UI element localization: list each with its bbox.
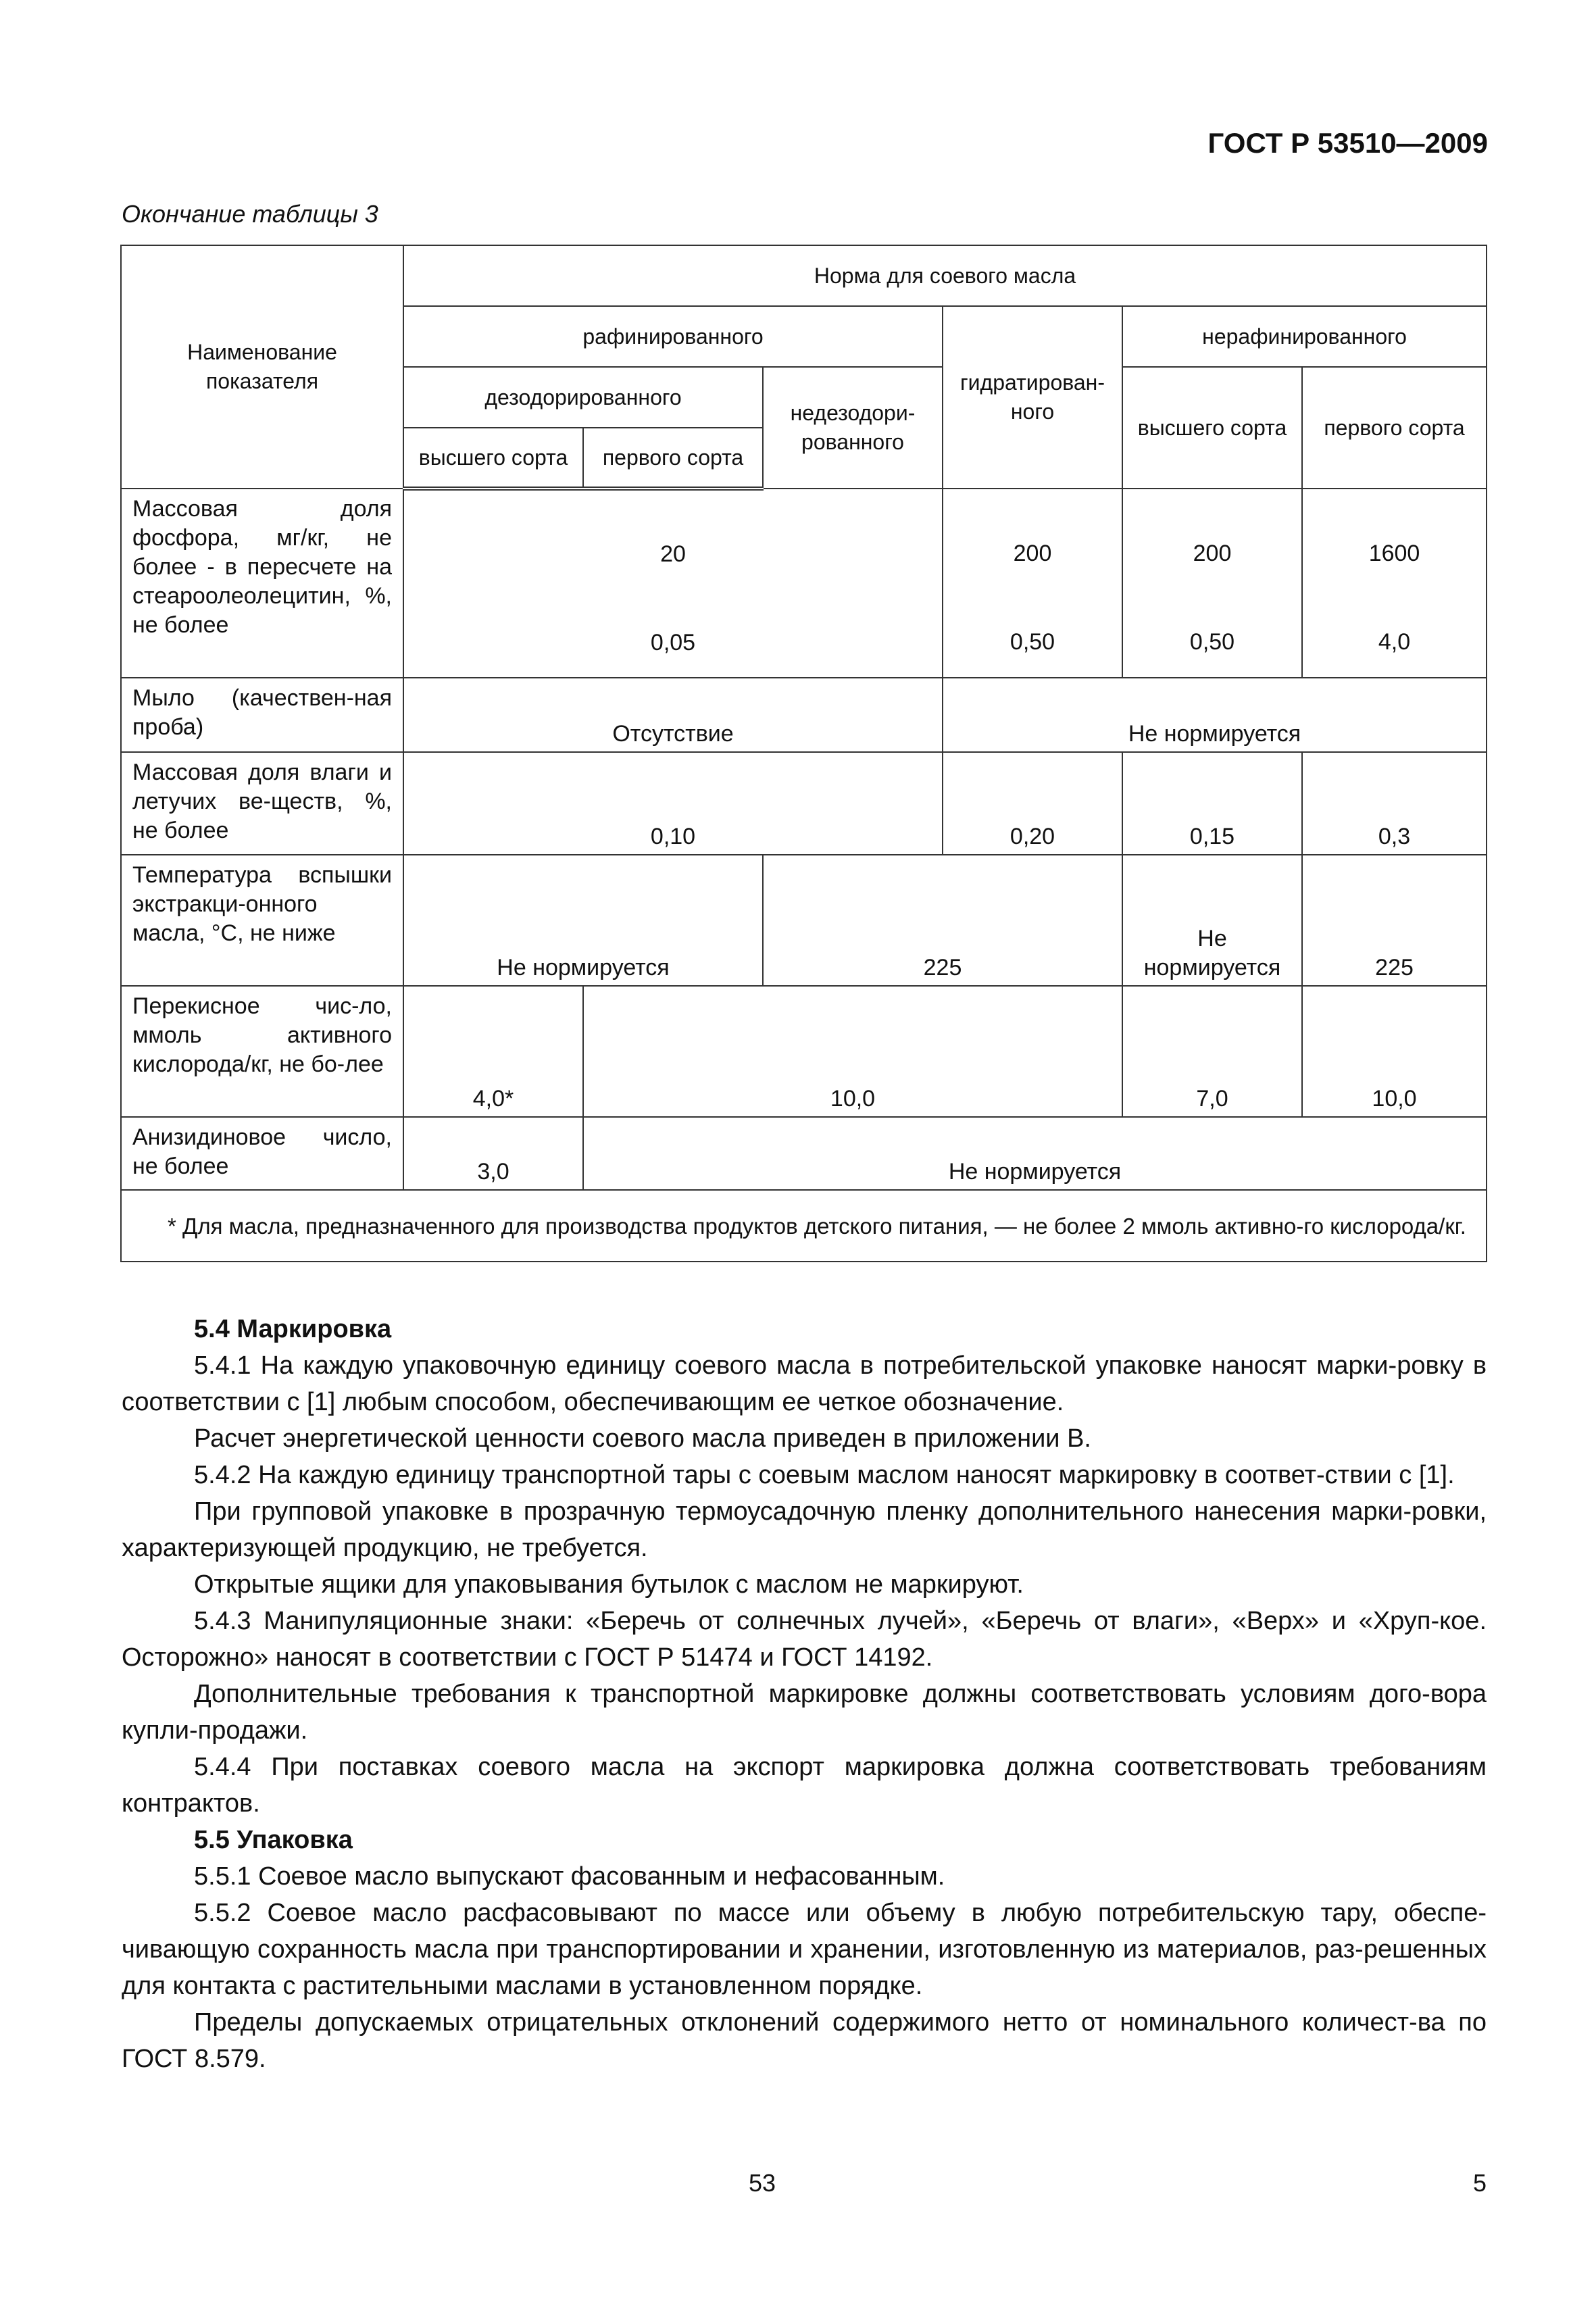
table-row: [121, 986, 1487, 1117]
cell-hydrated: [943, 489, 1122, 678]
row-name-phosphorus: Массовая доля фосфора, мг/кг, не более - в пересчете на стеароолеолецитин, %, не более: [121, 489, 403, 678]
value-flash-unrefined-top: Не нормируется: [1122, 855, 1302, 986]
paragraph: При групповой упаковке в прозрачную термоусадочную пленку дополнительного нанесения марки-ровки, характеризующей продукцию, не требуется.: [122, 1497, 1487, 1562]
header-nondeodorized: недезодори-рованного: [763, 367, 943, 489]
table-caption: Окончание таблицы 3: [122, 200, 378, 228]
paragraph: 5.4.2 На каждую единицу транспортной тары с соевым маслом наносят маркировку в соответ-ствии с [1].: [194, 1461, 1455, 1489]
value-phosphorus-pct: 0,50: [1189, 629, 1235, 655]
value-soap-rest: Не нормируется: [943, 678, 1487, 752]
value-moisture-refined: 0,10: [403, 752, 943, 855]
paragraph: 5.5.1 Соевое масло выпускают фасованным и нефасованным.: [194, 1862, 945, 1891]
value-phosphorus-pct: 4,0: [1378, 629, 1411, 655]
norms-table: [120, 245, 1487, 1262]
value-peroxide-unrefined-top: 7,0: [1122, 986, 1302, 1117]
cell-unrefined-first: [1302, 489, 1487, 678]
header-refined: рафинированного: [403, 306, 943, 367]
value-flash-mid: 225: [763, 855, 1122, 986]
paragraph: 5.4.1 На каждую упаковочную единицу соевого масла в потребительской упаковке наносят марки-ровку в соответствии с [1] любым способом, обеспечивающим ее четкое обозначение.: [122, 1351, 1487, 1416]
table-row: [121, 1117, 1487, 1190]
value-phosphorus-mg: 1600: [1368, 541, 1420, 566]
body-text: [122, 1311, 1487, 2077]
header-first-grade: первого сорта: [583, 428, 763, 489]
value-peroxide-unrefined-first: 10,0: [1302, 986, 1487, 1117]
value-peroxide-mid: 10,0: [583, 986, 1122, 1117]
value-flash-unrefined-first: 225: [1302, 855, 1487, 986]
page-number-center: 53: [749, 2169, 776, 2197]
cell-refined: [403, 489, 943, 678]
paragraph: 5.4.4 При поставках соевого масла на экспорт маркировка должна соответствовать требованиям контрактов.: [122, 1753, 1487, 1818]
paragraph: Расчет энергетической ценности соевого масла приведен в приложении В.: [194, 1424, 1091, 1453]
header-norm: Норма для соевого масла: [403, 245, 1487, 306]
paragraph: Дополнительные требования к транспортной маркировке должны соответствовать условиям дого-вора купли-продажи.: [122, 1680, 1487, 1745]
table-row: [121, 855, 1487, 986]
value-anisidine-top: 3,0: [403, 1117, 583, 1190]
paragraph: Пределы допускаемых отрицательных отклонений содержимого нетто от номинального количест-ва по ГОСТ 8.579.: [122, 2008, 1487, 2073]
header-hydrated: гидратирован-ного: [943, 306, 1122, 489]
value-soap-refined: Отсутствие: [403, 678, 943, 752]
header-unrefined-top-grade: высшего сорта: [1122, 367, 1302, 489]
section-heading-packaging: 5.5 Упаковка: [194, 1826, 353, 1854]
paragraph: 5.4.3 Манипуляционные знаки: «Беречь от солнечных лучей», «Беречь от влаги», «Верх» и «Хруп-кое. Осторожно» наносят в соответствии с ГОСТ Р 51474 и ГОСТ 14192.: [122, 1607, 1487, 1672]
value-phosphorus-mg: 20: [660, 541, 686, 567]
row-name-soap: Мыло (качествен-ная проба): [121, 678, 403, 752]
value-peroxide-top: 4,0*: [403, 986, 583, 1117]
header-indicator-name: Наименование показателя: [121, 245, 403, 489]
value-moisture-hydrated: 0,20: [943, 752, 1122, 855]
value-phosphorus-pct: 0,50: [1009, 629, 1055, 655]
header-deodorized: дезодорированного: [403, 367, 763, 428]
value-phosphorus-pct: 0,05: [650, 630, 696, 655]
table-row: [121, 489, 1487, 678]
header-top-grade: высшего сорта: [403, 428, 583, 489]
paragraph: Открытые ящики для упаковывания бутылок с маслом не маркируют.: [194, 1570, 1024, 1599]
value-phosphorus-mg: 200: [1193, 541, 1232, 566]
value-moisture-unrefined-top: 0,15: [1122, 752, 1302, 855]
document-code-header: ГОСТ Р 53510—2009: [1207, 127, 1488, 159]
value-moisture-unrefined-first: 0,3: [1302, 752, 1487, 855]
footnote-text: * Для масла, предназначенного для производства продуктов детского питания, — не более 2 ммоль активно-го кислорода/кг.: [168, 1213, 1466, 1239]
cell-unrefined-top: [1122, 489, 1302, 678]
value-anisidine-rest: Не нормируется: [583, 1117, 1487, 1190]
row-name-moisture: Массовая доля влаги и летучих ве-ществ, %, не более: [121, 752, 403, 855]
paragraph: 5.5.2 Соевое масло расфасовывают по массе или объему в любую потребительскую тару, обеспе-чивающую сохранность масла при транспортировании и хранении, изготовленную из материалов, раз-решенных для контакта с растительными маслами в установленном порядке.: [122, 1899, 1487, 2000]
row-name-anisidine: Анизидиновое число, не более: [121, 1117, 403, 1190]
table-row: [121, 752, 1487, 855]
page-number-right: 5: [1472, 2169, 1487, 2197]
table-row: [121, 678, 1487, 752]
row-name-peroxide: Перекисное чис-ло, ммоль активного кислорода/кг, не бо-лее: [121, 986, 403, 1117]
header-unrefined-first-grade: первого сорта: [1302, 367, 1487, 489]
section-heading-marking: 5.4 Маркировка: [194, 1315, 392, 1343]
value-phosphorus-mg: 200: [1013, 541, 1052, 566]
header-unrefined: нерафинированного: [1122, 306, 1487, 367]
value-flash-deodorized: Не нормируется: [403, 855, 763, 986]
row-name-flash-point: Температура вспышки экстракци-онного масла, °С, не ниже: [121, 855, 403, 986]
table-footnote: [121, 1190, 1487, 1262]
